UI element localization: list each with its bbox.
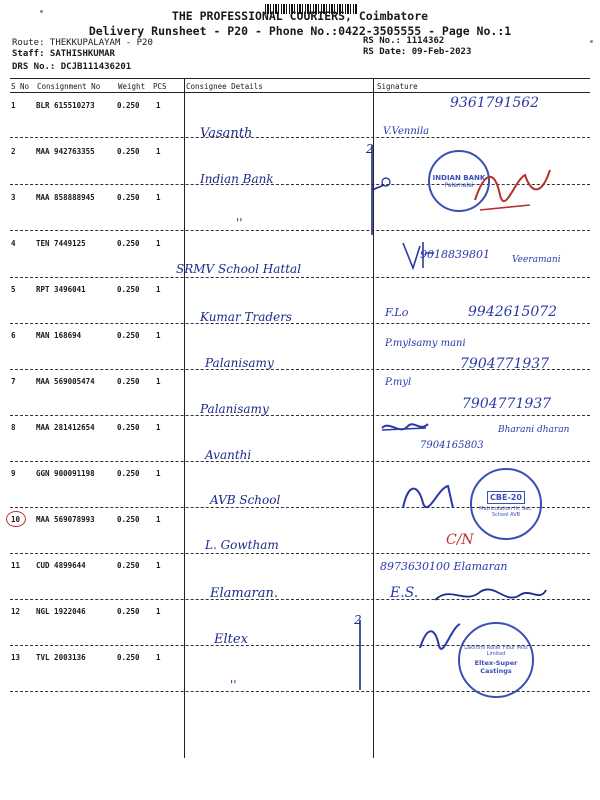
- col-header-signature: Signature: [377, 82, 418, 91]
- signature-scribble: [380, 418, 430, 438]
- row-weight: 0.250: [117, 469, 140, 478]
- row-weight: 0.250: [117, 331, 140, 340]
- row-weight: 0.250: [117, 193, 140, 202]
- row-consignment: MAA 569078993: [36, 515, 95, 524]
- row-signature-phone: 7904771937: [462, 396, 552, 412]
- signature-scribble: [398, 238, 438, 274]
- scan-speck: [40, 10, 43, 13]
- row-divider: [10, 230, 590, 231]
- row-consignment: GGN 900091198: [36, 469, 95, 478]
- drs-label: DRS No.: DCJB111436201: [12, 62, 132, 72]
- row-pcs: 1: [156, 653, 161, 662]
- row-consignment: TEN 7449125: [36, 239, 86, 248]
- col-header-pcs: PCS: [153, 82, 167, 91]
- row-sno: 8: [11, 423, 16, 432]
- row-signature-name: E.S.: [390, 585, 419, 601]
- row-consignee-handwritten: Kumar Traders: [200, 310, 293, 324]
- row-consignment: MAA 858888945: [36, 193, 95, 202]
- row-consignee-handwritten: '': [236, 216, 243, 230]
- stamp-ring-text: Matriculation Hr. Sec. School AVB: [479, 505, 533, 518]
- row-pcs: 1: [156, 193, 161, 202]
- row-consignment: CUD 4899644: [36, 561, 86, 570]
- row-divider: [10, 461, 590, 462]
- row-consignee-handwritten: SRMV School Hattal: [176, 262, 302, 276]
- row-sno: 2: [11, 147, 16, 156]
- row-weight: 0.250: [117, 239, 140, 248]
- col-header-sno: S No: [11, 82, 30, 91]
- row-pcs: 1: [156, 561, 161, 570]
- stamp-text: CBE-20: [487, 491, 525, 504]
- page-title: THE PROFESSIONAL COURIERS, Coimbatore: [171, 9, 429, 23]
- route-label: Route: THEKKUPALAYAM - P20: [12, 38, 153, 48]
- row-sno: 5: [11, 285, 16, 294]
- row-weight: 0.250: [117, 147, 140, 156]
- row-consignee-handwritten: L. Gowtham: [205, 538, 279, 552]
- row-sno: 7: [11, 377, 16, 386]
- signature-scribble: [470, 160, 560, 220]
- row-consignee-handwritten: Indian Bank: [200, 172, 274, 186]
- row-consignment: MAA 281412654: [36, 423, 95, 432]
- row-pcs: 1: [156, 101, 161, 110]
- row-consignee-handwritten: Palanisamy: [200, 402, 269, 416]
- row-pcs: 1: [156, 423, 161, 432]
- row-weight: 0.250: [117, 423, 140, 432]
- stamp-subtext: Palamalai: [444, 181, 474, 189]
- lakshmi-mills-stamp: [458, 622, 534, 698]
- row-consignee-handwritten: AVB School: [210, 493, 281, 507]
- row-divider: [10, 553, 590, 554]
- row-signature-phone: 7904771937: [460, 356, 550, 372]
- row-consignment: NGL 1922046: [36, 607, 86, 616]
- row-signature-phone: 8973630100 Elamaran: [380, 560, 508, 573]
- row-sno: 4: [11, 239, 16, 248]
- row-sno: 10: [11, 515, 21, 524]
- row-sno: 3: [11, 193, 16, 202]
- row-consignee-handwritten: Avanthi: [205, 448, 252, 462]
- row-sno: 13: [11, 653, 21, 662]
- row-consignment: RPT 3496041: [36, 285, 86, 294]
- row-pcs: 1: [156, 515, 161, 524]
- row-signature-name: P.mylsamy mani: [385, 338, 466, 349]
- table-top-rule: [10, 78, 590, 79]
- signature-scribble: [415, 618, 465, 658]
- row-consignment: BLR 615510273: [36, 101, 95, 110]
- row-sno: 11: [11, 561, 21, 570]
- row-divider: [10, 415, 590, 416]
- scan-speck: [590, 40, 593, 43]
- row-consignment: MAN 168694: [36, 331, 82, 340]
- rs-number: RS No.: 1114362: [363, 36, 445, 46]
- row-consignee-handwritten: Elamaran.: [210, 586, 278, 601]
- signature-scribble: [430, 580, 550, 610]
- page-subtitle: Delivery Runsheet - P20 - Phone No.:0422-3505555 - Page No.:1: [88, 24, 512, 38]
- row-pcs: 1: [156, 607, 161, 616]
- stamp-text: INDIAN BANK: [432, 173, 486, 182]
- col-header-consignment: Consignment No: [37, 82, 101, 91]
- row-sno: 1: [11, 101, 16, 110]
- row-signature-name: V.Vennila: [383, 126, 430, 137]
- row-consignee-handwritten: '': [230, 678, 237, 692]
- row-pcs: 1: [156, 377, 161, 386]
- row-signature-prefix: F.Lo: [385, 306, 409, 319]
- consignee-column-divider: [184, 78, 185, 758]
- row-pcs: 1: [156, 331, 161, 340]
- row-consignee-handwritten: Palanisamy: [205, 356, 274, 370]
- col-header-consignee: Consignee Details: [186, 82, 263, 91]
- row-consignment: MAA 942763355: [36, 147, 95, 156]
- row-signature-name: Bharani dharan: [498, 425, 570, 435]
- row-pcs: 1: [156, 469, 161, 478]
- row-pcs: 1: [156, 147, 161, 156]
- row-consignment: MAA 569005474: [36, 377, 95, 386]
- row-sno: 12: [11, 607, 21, 616]
- row-weight: 0.250: [117, 101, 140, 110]
- table-header-rule: [10, 92, 590, 93]
- row-signature-name: Veeramani: [512, 255, 561, 265]
- stamp-text: Eltex-Super Castings: [474, 659, 518, 675]
- row-signature-phone: 7904165803: [420, 440, 484, 451]
- row-weight: 0.250: [117, 515, 140, 524]
- row-pcs: 1: [156, 285, 161, 294]
- row-consignee-handwritten: Eltex: [214, 632, 248, 647]
- row-divider: [10, 137, 590, 138]
- row-pcs: 1: [156, 239, 161, 248]
- row-weight: 0.250: [117, 285, 140, 294]
- row-signature-phone: 9361791562: [450, 95, 540, 111]
- stamp-ring-text: Lakshmi Roller Flour Mills Limited: [464, 645, 528, 657]
- row-signature-phone: 9018839801: [420, 248, 490, 261]
- row-signature-name: P.myl: [385, 377, 412, 388]
- rs-date: RS Date: 09-Feb-2023: [363, 47, 472, 57]
- row-weight: 0.250: [117, 561, 140, 570]
- row-divider: [10, 323, 590, 324]
- signature-scribble: [398, 478, 458, 518]
- row-weight: 0.250: [117, 607, 140, 616]
- row-consignee-handwritten: Vasanth: [200, 126, 253, 141]
- row-sno: 6: [11, 331, 16, 340]
- bracket-mark: [345, 615, 375, 695]
- row-weight: 0.250: [117, 377, 140, 386]
- bracket-count: 2: [354, 613, 362, 627]
- col-header-weight: Weight: [118, 82, 146, 91]
- school-stamp: [470, 468, 542, 540]
- row-signature-note: C/N: [446, 532, 474, 548]
- row-divider: [10, 277, 590, 278]
- row-signature-phone: 9942615072: [468, 304, 558, 320]
- row-weight: 0.250: [117, 653, 140, 662]
- row-divider: [10, 369, 590, 370]
- staff-label: Staff: SATHISHKUMAR: [12, 49, 115, 59]
- row-consignment: TVL 2003136: [36, 653, 86, 662]
- bracket-count: 2: [366, 142, 374, 156]
- row-sno: 9: [11, 469, 16, 478]
